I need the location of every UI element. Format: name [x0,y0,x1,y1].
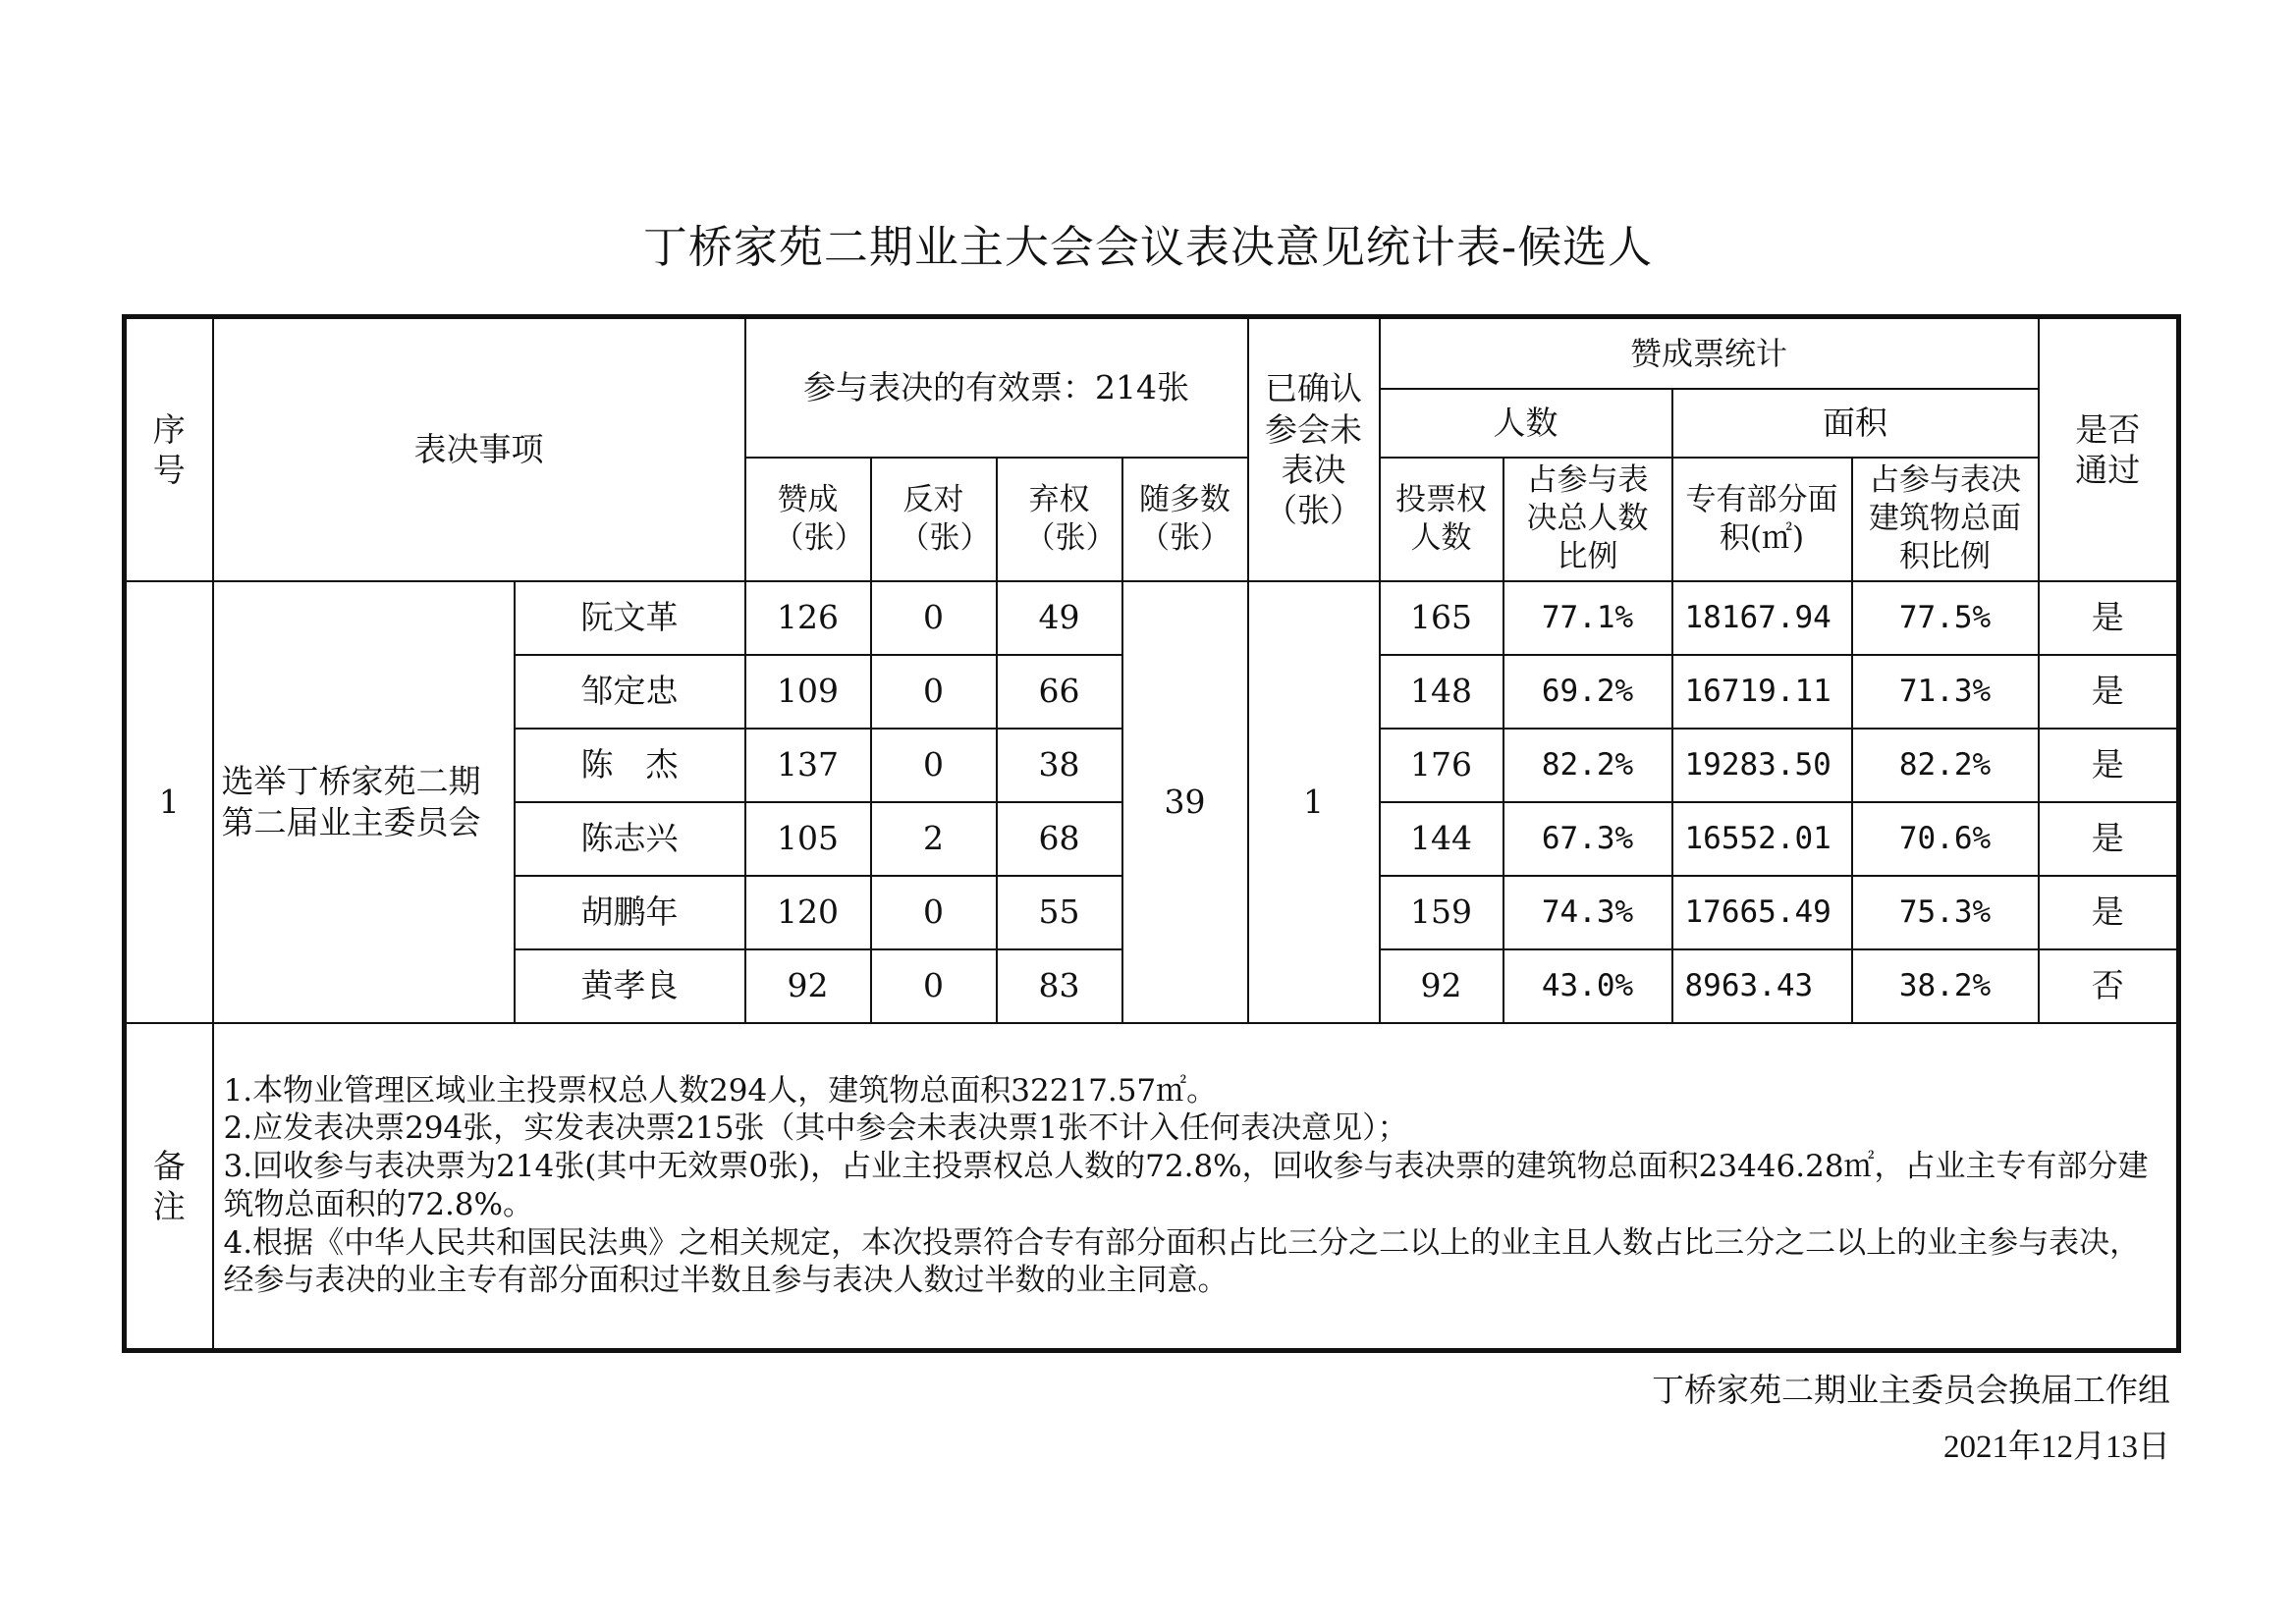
candidate-name: 陈志兴 [515,802,745,876]
candidate-area: 16552.01 [1672,802,1852,876]
candidate-approve: 137 [745,729,871,802]
header-voters: 投票权人数 [1380,458,1503,581]
candidate-approve: 120 [745,876,871,949]
candidate-passed: 是 [2039,802,2179,876]
candidate-oppose: 0 [871,729,997,802]
header-valid-votes: 参与表决的有效票：214张 [745,317,1248,458]
candidate-area-ratio: 77.5% [1852,581,2039,655]
candidate-people-ratio: 69.2% [1503,655,1672,729]
candidate-passed: 是 [2039,581,2179,655]
candidate-abstain: 55 [997,876,1122,949]
header-row-1 [125,317,2179,389]
candidate-oppose: 0 [871,655,997,729]
row-seq: 1 [125,581,213,1023]
note-item: 1.本物业管理区域业主投票权总人数294人，建筑物总面积32217.57㎡。 [223,1072,1218,1109]
candidate-people-ratio: 74.3% [1503,876,1672,949]
candidate-voters: 148 [1380,655,1503,729]
candidate-oppose: 2 [871,802,997,876]
page-title: 丁桥家苑二期业主大会会议表决意见统计表-候选人 [642,221,1654,273]
vote-statistics-table [122,314,2181,1353]
header-approve-stats: 赞成票统计 [1380,317,2039,389]
candidate-approve: 92 [745,949,871,1023]
candidate-passed: 是 [2039,655,2179,729]
candidate-passed: 是 [2039,729,2179,802]
candidate-approve: 109 [745,655,871,729]
candidate-passed: 是 [2039,876,2179,949]
notes-content [213,1023,2179,1351]
row-follow-majority: 39 [1122,581,1248,1023]
header-seq: 序号 [125,317,213,581]
candidate-oppose: 0 [871,581,997,655]
header-people: 人数 [1380,389,1672,458]
candidate-approve: 126 [745,581,871,655]
note-item: 3.回收参与表决票为214张(其中无效票0张)，占业主投票权总人数的72.8%，回收参与表决票的建筑物总面积23446.28㎡，占业主专有部分建筑物总面积的72.8%。 [223,1149,2149,1222]
row-matter: 选举丁桥家苑二期第二届业主委员会 [213,581,515,1023]
candidate-abstain: 83 [997,949,1122,1023]
candidate-area: 18167.94 [1672,581,1852,655]
candidate-area: 19283.50 [1672,729,1852,802]
candidate-name: 陈 杰 [515,729,745,802]
candidate-approve: 105 [745,802,871,876]
header-people-ratio: 占参与表决总人数比例 [1503,458,1672,581]
candidate-name: 胡鹏年 [515,876,745,949]
candidate-name: 黄孝良 [515,949,745,1023]
header-oppose: 反对（张） [871,458,997,581]
header-passed: 是否通过 [2039,317,2179,581]
footer-organization: 丁桥家苑二期业主委员会换届工作组 [1652,1371,2170,1409]
note-item: 4.根据《中华人民共和国民法典》之相关规定，本次投票符合专有部分面积占比三分之二以上的业主且人数占比三分之二以上的业主参与表决，经参与表决的业主专有部分面积过半数且参与表决人数过半数的业主同意。 [223,1224,2141,1299]
header-area-ratio: 占参与表决建筑物总面积比例 [1852,458,2039,581]
candidate-name: 邹定忠 [515,655,745,729]
note-item: 2.应发表决票294张，实发表决票215张（其中参会未表决票1张不计入任何表决意见）； [223,1110,1408,1147]
candidate-voters: 92 [1380,949,1503,1023]
candidate-abstain: 66 [997,655,1122,729]
candidate-voters: 144 [1380,802,1503,876]
candidate-abstain: 49 [997,581,1122,655]
candidate-people-ratio: 82.2% [1503,729,1672,802]
candidate-name: 阮文革 [515,581,745,655]
candidate-area-ratio: 75.3% [1852,876,2039,949]
candidate-abstain: 38 [997,729,1122,802]
notes-label: 备注 [125,1023,213,1351]
header-abstain: 弃权（张） [997,458,1122,581]
candidate-people-ratio: 77.1% [1503,581,1672,655]
header-confirmed-no-vote: 已确认参会未表决（张） [1248,317,1380,581]
candidate-oppose: 0 [871,876,997,949]
header-follow-majority: 随多数（张） [1122,458,1248,581]
row-confirmed-no-vote: 1 [1248,581,1380,1023]
candidate-abstain: 68 [997,802,1122,876]
footer-date: 2021年12月13日 [1943,1430,2170,1465]
header-exclusive-area: 专有部分面积(㎡) [1672,458,1852,581]
header-approve: 赞成（张） [745,458,871,581]
candidate-area: 17665.49 [1672,876,1852,949]
candidate-voters: 159 [1380,876,1503,949]
candidate-area: 8963.43 [1672,949,1852,1023]
candidate-passed: 否 [2039,949,2179,1023]
candidate-people-ratio: 67.3% [1503,802,1672,876]
header-area: 面积 [1672,389,2039,458]
candidate-area: 16719.11 [1672,655,1852,729]
candidate-area-ratio: 71.3% [1852,655,2039,729]
candidate-people-ratio: 43.0% [1503,949,1672,1023]
candidate-voters: 176 [1380,729,1503,802]
notes-row [125,1023,2179,1351]
header-matter: 表决事项 [213,317,745,581]
table-row [125,581,2179,655]
candidate-area-ratio: 38.2% [1852,949,2039,1023]
candidate-area-ratio: 82.2% [1852,729,2039,802]
candidate-oppose: 0 [871,949,997,1023]
candidate-area-ratio: 70.6% [1852,802,2039,876]
candidate-voters: 165 [1380,581,1503,655]
